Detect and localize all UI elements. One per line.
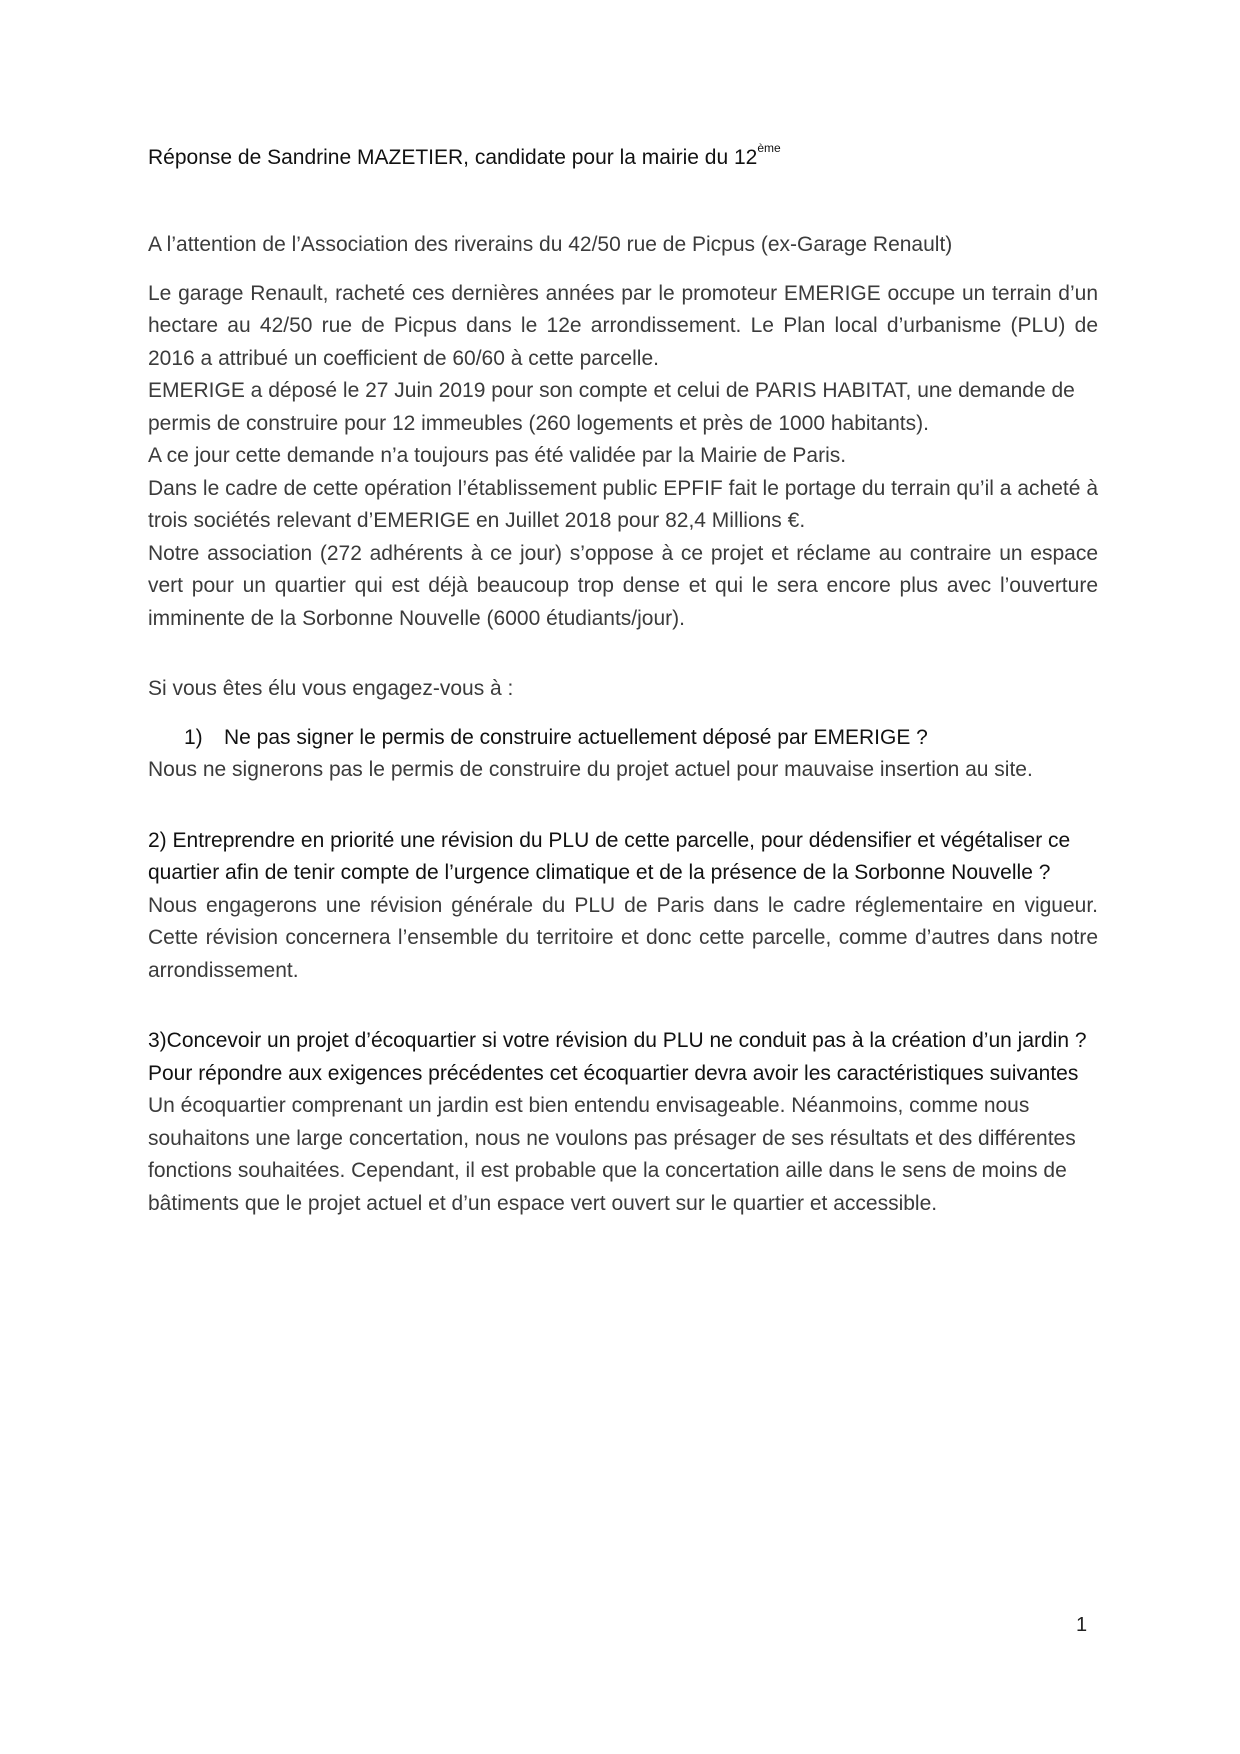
question-1 bbox=[148, 722, 1098, 755]
page-number: 1 bbox=[1076, 1614, 1088, 1636]
question-1-text: Ne pas signer le permis de construire actuellement déposé par EMERIGE ? bbox=[224, 725, 928, 749]
title-text: Réponse de Sandrine MAZETIER, candidate pour la mairie du 12 bbox=[148, 146, 758, 169]
engagement-intro: Si vous êtes élu vous engagez-vous à : bbox=[148, 677, 514, 700]
answer-2: Nous engagerons une révision générale du PLU de Paris dans le cadre réglementaire en vigueur. Cette révision concernera l’ensemble du territoire et donc cette parcelle, comme d’autres dans notre arrondissement. bbox=[148, 893, 1098, 982]
question-3: 3)Concevoir un projet d’écoquartier si votre révision du PLU ne conduit pas à la création d’un jardin ? Pour répondre aux exigences précédentes cet écoquartier devra avoir les caractéristiques suivantes bbox=[148, 1029, 1087, 1085]
intro-paragraph: Le garage Renault, racheté ces dernières années par le promoteur EMERIGE occupe un terrain d’un hectare au 42/50 rue de Picpus dans le 12e arrondissement. Le Plan local d’urbanisme (PLU) de 2016 a attribué un coefficient de 60/60 à cette parcelle. bbox=[148, 281, 1098, 370]
answer-1: Nous ne signerons pas le permis de construire du projet actuel pour mauvaise insertion au site. bbox=[148, 758, 1033, 781]
question-1-number: 1) bbox=[184, 725, 203, 749]
context-line-4: Notre association (272 adhérents à ce jour) s’oppose à ce projet et réclame au contraire un espace vert pour un quartier qui est déjà beaucoup trop dense et qui le sera encore plus avec l’ouverture imminente de la Sorbonne Nouvelle (6000 étudiants/jour). bbox=[148, 541, 1098, 630]
document-title bbox=[148, 141, 1098, 172]
context-line-3: Dans le cadre de cette opération l’établissement public EPFIF fait le portage du terrain qu’il a acheté à trois sociétés relevant d’EMERIGE en Juillet 2018 pour 82,4 Millions €. bbox=[148, 476, 1098, 532]
question-2: 2) Entreprendre en priorité une révision du PLU de cette parcelle, pour dédensifier et végétaliser ce quartier afin de tenir compte de l’urgence climatique et de la présence de la Sorbonne Nouvelle ? bbox=[148, 828, 1071, 884]
answer-3: Un écoquartier comprenant un jardin est bien entendu envisageable. Néanmoins, comme nous souhaitons une large concertation, nous ne voulons pas présager de ses résultats et des différentes fonctions souhaitées. Cependant, il est probable que la concertation aille dans le sens de moins de bâtiments que le projet actuel et d’un espace vert ouvert sur le quartier et accessible. bbox=[148, 1094, 1076, 1215]
context-line-1: EMERIGE a déposé le 27 Juin 2019 pour son compte et celui de PARIS HABITAT, une demande de permis de construire pour 12 immeubles (260 logements et près de 1000 habitants). bbox=[148, 379, 1075, 435]
context-line-2: A ce jour cette demande n’a toujours pas été validée par la Mairie de Paris. bbox=[148, 444, 847, 467]
document-body bbox=[148, 141, 1098, 1220]
title-superscript: ème bbox=[757, 141, 781, 155]
addressee-line: A l’attention de l’Association des riverains du 42/50 rue de Picpus (ex-Garage Renault) bbox=[148, 233, 953, 256]
